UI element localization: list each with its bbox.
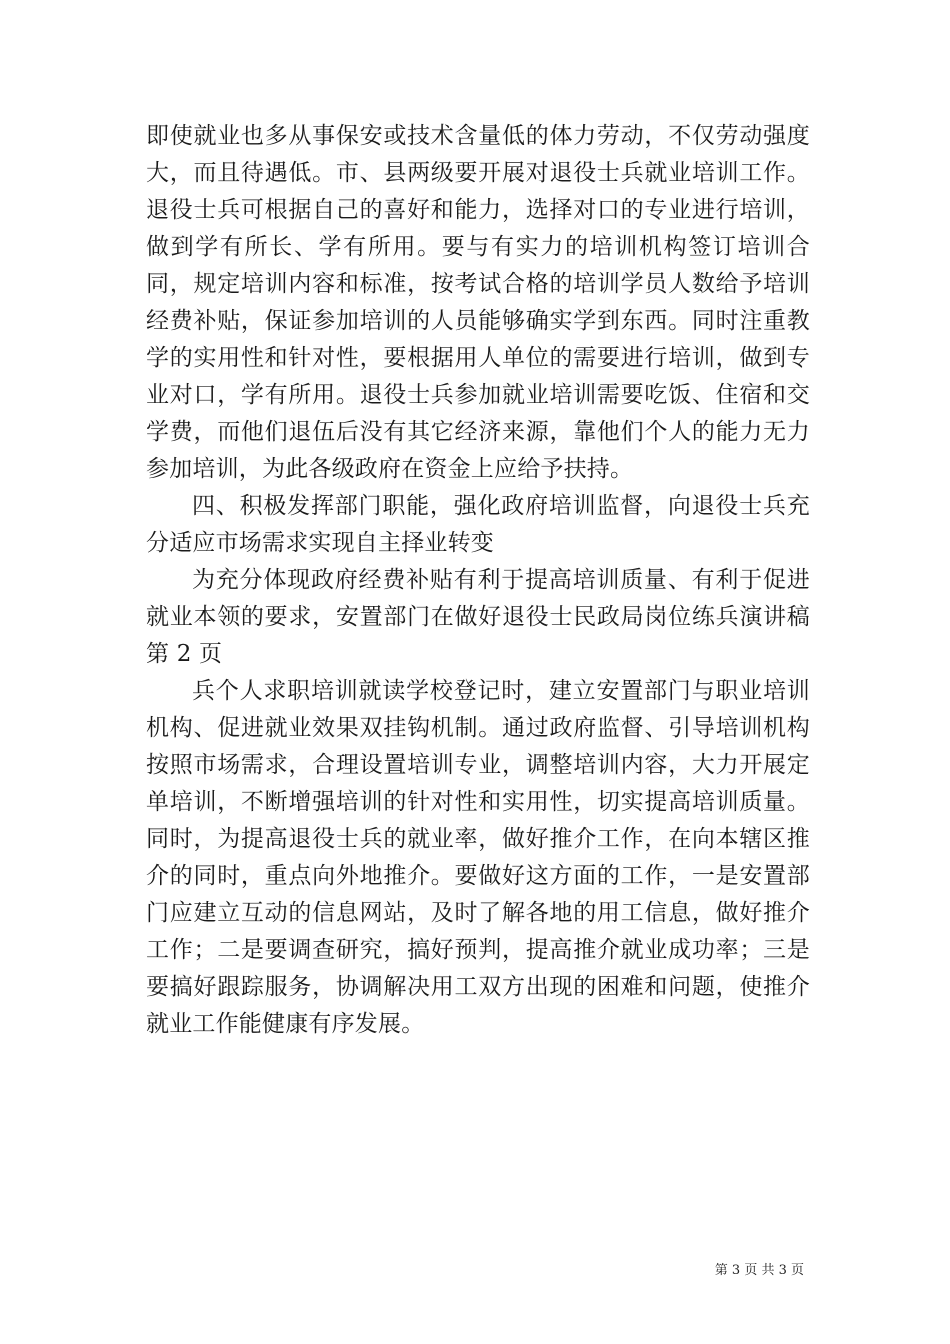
paragraph-1: 即使就业也多从事保安或技术含量低的体力劳动，不仅劳动强度大，而且待遇低。市、县两级要开展对退役士兵就业培训工作。退役士兵可根据自己的喜好和能力，选择对口的专业进行培训，做到学有所长、学有所用。要与有实力的培训机构签订培训合同，规定培训内容和标准，按考试合格的培训学员人数给予培训经费补贴，保证参加培训的人员能够确实学到东西。同时注重教学的实用性和针对性，要根据用人单位的需要进行培训，做到专业对口，学有所用。退役士兵参加就业培训需要吃饭、住宿和交学费，而他们退伍后没有其它经济来源，靠他们个人的能力无力参加培训，为此各级政府在资金上应给予扶持。	[146, 123, 810, 482]
section-heading-4: 四、积极发挥部门职能，强化政府培训监督，向退役士兵充分适应市场需求实现自主择业转变	[146, 493, 810, 556]
document-body	[146, 118, 810, 1043]
paragraph-4: 兵个人求职培训就读学校登记时，建立安置部门与职业培训机构、促进就业效果双挂钩机制。通过政府监督、引导培训机构按照市场需求，合理设置培训专业，调整培训内容，大力开展定单培训，不断增强培训的针对性和实用性，切实提高培训质量。同时，为提高退役士兵的就业率，做好推介工作，在向本辖区推介的同时，重点向外地推介。要做好这方面的工作，一是安置部门应建立互动的信息网站，及时了解各地的用工信息，做好推介工作；二是要调查研究，搞好预判，提高推介就业成功率；三是要搞好跟踪服务，协调解决用工双方出现的困难和问题，使推介就业工作能健康有序发展。	[146, 678, 810, 1037]
paragraph-3: 为充分体现政府经费补贴有利于提高培训质量、有利于促进就业本领的要求，安置部门在做好退役士民政局岗位练兵演讲稿第 2 页	[146, 567, 810, 667]
page-number-footer: 第 3 页 共 3 页	[714, 1263, 804, 1278]
